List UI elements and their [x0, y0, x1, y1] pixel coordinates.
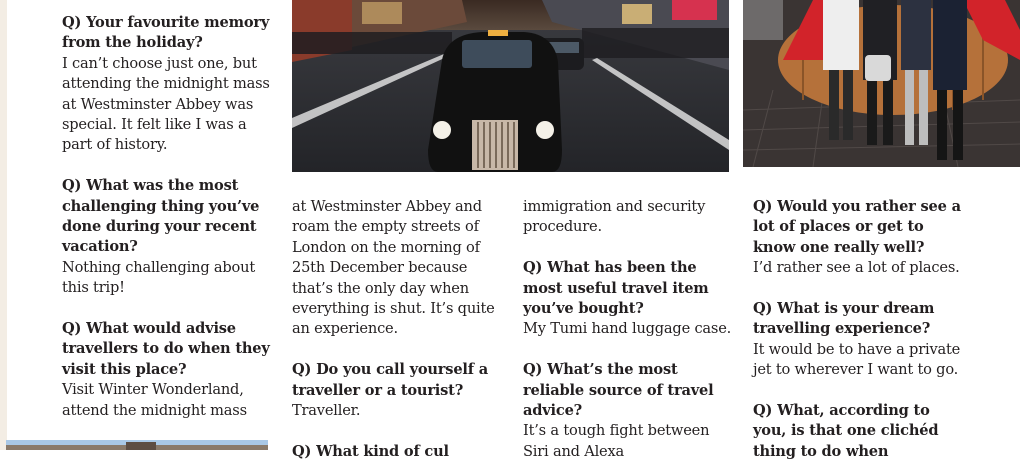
- question-advice: Q) What would advise travellers to do when they visit this place?: [62, 320, 270, 378]
- qa-column-4: [753, 197, 963, 462]
- question-kind-of-cuisine: Q) What kind of cul: [292, 442, 449, 460]
- answer-see-many-places: I’d rather see a lot of places.: [753, 259, 960, 277]
- answer-traveller-or-tourist: Traveller.: [292, 402, 361, 420]
- question-dream-experience: Q) What is your dream travelling experience?: [753, 300, 935, 338]
- qa-column-2: [292, 197, 502, 462]
- question-traveller-or-tourist: Q) Do you call yourself a traveller or a tourist?: [292, 361, 488, 399]
- qa-column-3: [523, 197, 733, 462]
- bottom-photo: [6, 440, 268, 450]
- question-cliched-thing: Q) What, according to you, is that one clichéd thing to do when: [753, 402, 939, 460]
- answer-reliable-source: It’s a tough fight between Siri and Alexa: [523, 422, 710, 460]
- answer-advice: Visit Winter Wonderland, attend the midnight mass: [62, 381, 247, 419]
- answer-favourite-memory: I can’t choose just one, but attending the midnight mass at Westminster Abbey was special. It felt like I was a part of history.: [62, 54, 270, 154]
- answer-useful-travel-item: My Tumi hand luggage case.: [523, 320, 732, 338]
- question-see-many-places: Q) Would you rather see a lot of places or get to know one really well?: [753, 198, 961, 256]
- question-useful-travel-item: Q) What has been the most useful travel item you’ve bought?: [523, 259, 709, 318]
- question-most-challenging: Q) What was the most challenging thing you’ve done during your recent vacation?: [62, 177, 260, 256]
- page-edge: [0, 0, 7, 450]
- answer-most-challenging: Nothing challenging about this trip!: [62, 258, 255, 297]
- group-photo: [743, 0, 1020, 167]
- answer-dream-experience: It would be to have a private jet to wherever I want to go.: [753, 340, 961, 379]
- question-favourite-memory: Q) Your favourite memory from the holiday?: [62, 14, 270, 52]
- answer-continued: immigration and security procedure.: [523, 198, 706, 236]
- qa-column-1: [62, 13, 272, 421]
- answer-advice-continued: at Westminster Abbey and roam the empty streets of London on the morning of 25th December because that’s the only day when everything is shut. It’s quite an experience.: [292, 198, 495, 338]
- question-reliable-source: Q) What’s the most reliable source of travel advice?: [523, 361, 714, 420]
- street-taxi-photo: [292, 0, 729, 172]
